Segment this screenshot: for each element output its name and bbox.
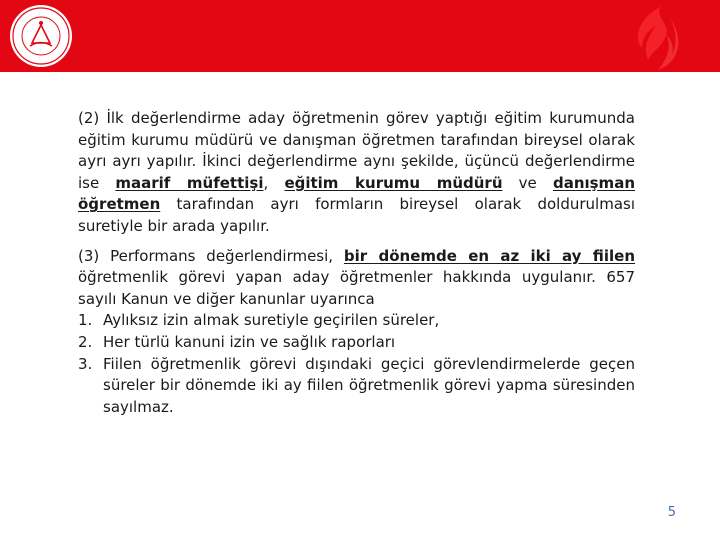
list-item — [78, 310, 635, 332]
ministry-logo-icon — [8, 3, 74, 69]
para1-underline-3: danışman öğretmen — [78, 173, 635, 214]
list-text: Her türlü kanuni izin ve sağlık raporları — [103, 332, 396, 351]
list-number: 3. — [78, 354, 93, 373]
para1-underline-1: maarif müfettişi — [115, 173, 264, 192]
list-text: Aylıksız izin almak suretiyle geçirilen süreler, — [103, 311, 440, 330]
para1-text-1: (2) İlk değerlendirme aday öğretmenin görev yaptığı eğitim kurumunda eğitim kurumu müdürü ve danışman öğretmen tarafından bireysel olarak ayrı ayrı yapılır. İkinci değerlendirme aynı şekilde, üçüncü değerlendirme ise — [78, 109, 635, 192]
para1-underline-2: eğitim kurumu müdürü — [284, 173, 503, 192]
exclusion-list — [78, 310, 635, 418]
list-item — [78, 332, 635, 354]
paragraph-3 — [78, 246, 635, 311]
para1-text-2: , — [263, 173, 285, 192]
header-bar — [0, 0, 720, 72]
page-number: 5 — [667, 505, 676, 520]
para2-text-2: öğretmenlik görevi yapan aday öğretmenler hakkında uygulanır. 657 sayılı Kanun ve diğer kanunlar uyarınca — [78, 268, 635, 308]
flame-watermark-icon — [612, 0, 702, 72]
para2-text-1: (3) Performans değerlendirmesi, — [78, 246, 344, 265]
para1-text-3: ve — [502, 173, 553, 192]
list-text: Fiilen öğretmenlik görevi dışındaki geçici görevlendirmelerde geçen süreler bir dönemde iki ay fiilen öğretmenlik görevi yapma süresinden sayılmaz. — [103, 354, 635, 416]
list-item — [78, 354, 635, 419]
list-number: 2. — [78, 332, 93, 351]
list-number: 1. — [78, 311, 93, 330]
paragraph-2 — [78, 108, 635, 238]
para1-text-4: tarafından ayrı formların bireysel olarak doldurulması suretiyle bir arada yapılır. — [78, 195, 635, 235]
para2-underline-1: bir dönemde en az iki ay fiilen — [343, 246, 636, 265]
content-area — [78, 108, 635, 418]
